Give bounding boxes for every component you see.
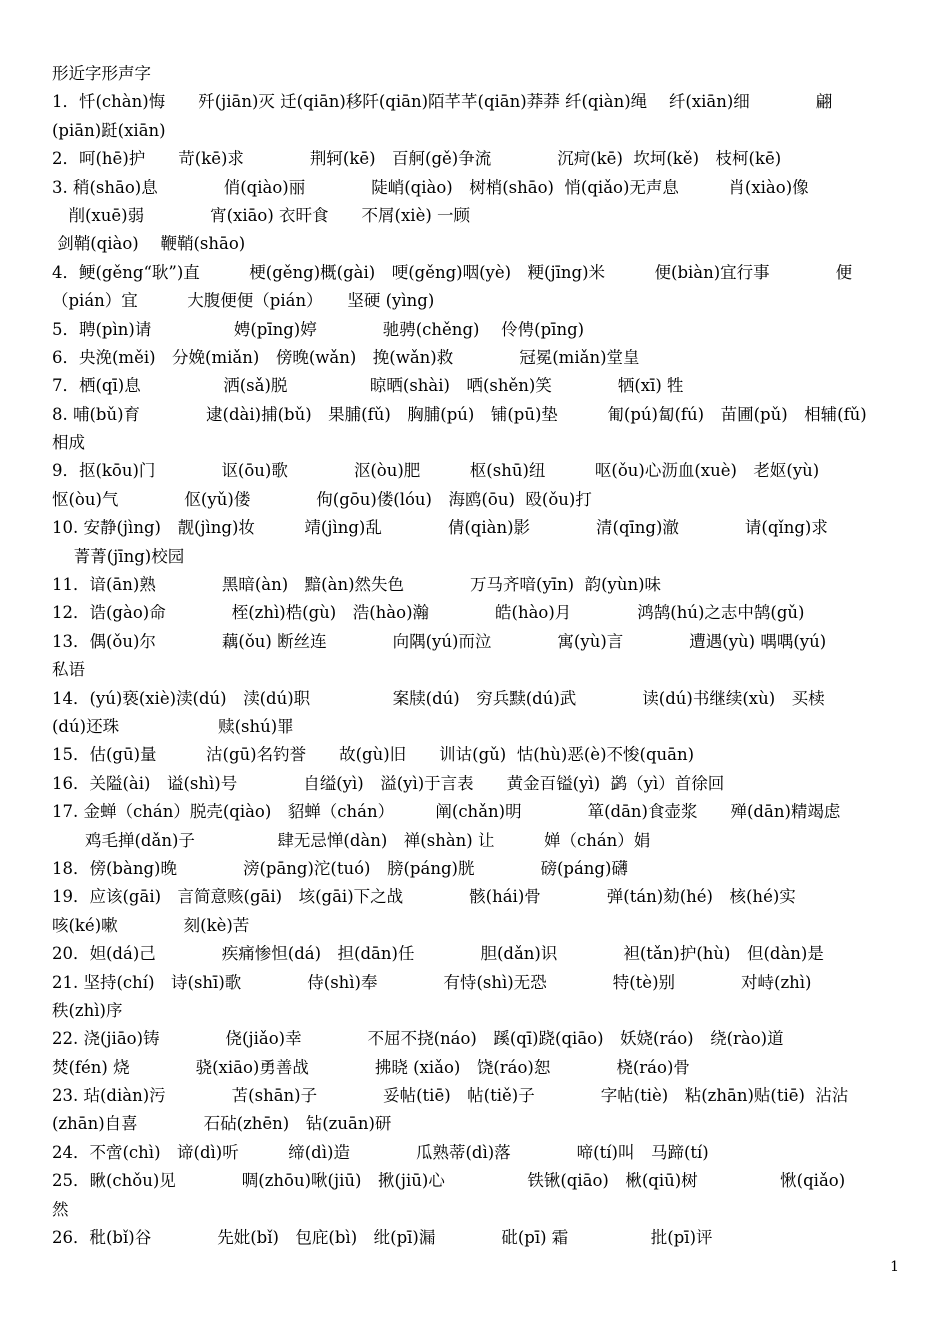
text-line: 23. 玷(diàn)污 苫(shān)子 妥帖(tiē) 帖(tiě)子 字帖(tiè) 粘(zhān)贴(tiē) 沾沾 xyxy=(52,1086,849,1106)
text-line: 5．聘(pìn)请 娉(pīng)婷 驰骋(chěng) 伶俜(pīng) xyxy=(52,319,585,339)
text-line: 咳(ké)嗽 刻(kè)苦 xyxy=(52,915,250,935)
text-line: 19．应该(gāi) 言简意赅(gāi) 垓(gāi)下之战 骸(hái)骨 弹(tán)劾(hé) 核(hé)实 xyxy=(52,887,796,907)
text-line: 24．不啻(chì) 谛(dì)听 缔(dì)造 瓜熟蒂(dì)落 啼(tí)叫 马蹄(tí) xyxy=(52,1142,709,1162)
text-line: 7．栖(qī)息 洒(sǎ)脱 晾晒(shài) 哂(shěn)笑 牺(xī) 牲 xyxy=(52,376,684,396)
text-line: (piān)跹(xiān) xyxy=(52,120,166,140)
text-line: 4．鲠(gěng“耿”)直 梗(gěng)概(gài) 哽(gěng)咽(yè) 粳(jīng)米 便(biàn)宜行事 便 xyxy=(52,262,853,282)
text-line: 相成 xyxy=(52,433,85,453)
text-line: 私语 xyxy=(52,660,85,680)
text-line: 焚(fén) 烧 骁(xiāo)勇善战 拂晓 (xiǎo) 饶(ráo)恕 桡(ráo)骨 xyxy=(52,1057,690,1077)
text-line: 鸡毛掸(dǎn)子 肆无忌惮(dàn) 禅(shàn) 让 婵（chán）娟 xyxy=(52,830,651,850)
document-title: 形近字形声字 xyxy=(52,64,151,83)
text-line: 怄(òu)气 伛(yǔ)偻 佝(gōu)偻(lóu) 海鸥(ōu) 殴(ǒu)打 xyxy=(52,489,592,509)
text-line: 13．偶(ǒu)尔 藕(ǒu) 断丝连 向隅(yú)而泣 寓(yù)言 遭遇(yù) 喁喁(yú) xyxy=(52,631,827,651)
page-number: 1 xyxy=(890,1259,899,1275)
text-line: 12．诰(gào)命 桎(zhì)梏(gù) 浩(hào)瀚 皓(hào)月 鸿鹄(hú)之志中鹄(gǔ) xyxy=(52,603,805,623)
document-body xyxy=(52,60,900,1252)
text-line: 秩(zhì)序 xyxy=(52,1000,123,1020)
text-line: 25．瞅(chǒu)见 啁(zhōu)啾(jiū) 揪(jiū)心 铁锹(qiāo) 楸(qiū)树 愀(qiǎo) xyxy=(52,1171,846,1191)
text-line: 3. 稍(shāo)息 俏(qiào)丽 陡峭(qiào) 树梢(shāo) 悄(qiǎo)无声息 肖(xiào)像 xyxy=(52,177,809,197)
text-line: 20．妲(dá)己 疾痛惨怛(dá) 担(dān)任 胆(dǎn)识 袒(tǎn)护(hù) 但(dàn)是 xyxy=(52,944,824,964)
text-line: （pián）宜 大腹便便（pián） 坚硬 (yìng) xyxy=(52,291,435,311)
text-line: 22. 浇(jiāo)铸 侥(jiǎo)幸 不屈不挠(náo) 蹊(qī)跷(qiāo) 妖娆(ráo) 绕(rào)道 xyxy=(52,1029,784,1049)
text-line: (zhān)自喜 石砧(zhēn) 钻(zuān)研 xyxy=(52,1114,392,1134)
text-line: 6．央浼(měi) 分娩(miǎn) 傍晚(wǎn) 挽(wǎn)救 冠冕(miǎn)堂皇 xyxy=(52,347,640,367)
text-line: 1．忏(chàn)悔 歼(jiān)灭 迁(qiān)移阡(qiān)陌芊芊(qiān)莽莽 纤(qiàn)绳 纤(xiān)细 翩 xyxy=(52,92,833,112)
text-line: 8. 哺(bǔ)育 逮(dài)捕(bǔ) 果脯(fǔ) 胸脯(pú) 铺(pū)垫 匍(pú)匐(fú) 苗圃(pǔ) 相辅(fǔ) xyxy=(52,404,867,424)
text-line: 10. 安静(jìng) 靓(jìng)妆 靖(jìng)乱 倩(qiàn)影 清(qīng)澈 请(qǐng)求 xyxy=(52,518,828,538)
text-line: 15．估(gū)量 沽(gū)名钓誉 故(gù)旧 训诂(gǔ) 怙(hù)恶(è)不悛(quān) xyxy=(52,745,695,765)
text-line: 16．关隘(ài) 谥(shì)号 自缢(yì) 溢(yì)于言表 黄金百镒(yì) 鹢（yì）首徐回 xyxy=(52,773,725,793)
text-line: 菁菁(jīng)校园 xyxy=(52,546,185,566)
text-line: 削(xuē)弱 宵(xiāo) 衣旰食 不屑(xiè) 一顾 xyxy=(52,205,471,225)
text-line: 26．秕(bǐ)谷 先妣(bǐ) 包庇(bì) 纰(pī)漏 砒(pī) 霜 批(pī)评 xyxy=(52,1228,713,1248)
text-line: 剑鞘(qiào) 鞭鞘(shāo) xyxy=(52,234,246,254)
text-line: (dú)还珠 赎(shú)罪 xyxy=(52,716,294,736)
text-line: 9．抠(kōu)门 讴(ōu)歌 沤(òu)肥 枢(shū)纽 呕(ǒu)心沥血(xuè) 老妪(yù) xyxy=(52,461,820,481)
text-line: 21. 坚持(chí) 诗(shī)歌 侍(shì)奉 有恃(shì)无恐 特(tè)别 对峙(zhì) xyxy=(52,972,812,992)
text-line: 18．傍(bàng)晚 滂(pāng)沱(tuó) 膀(páng)胱 磅(páng)礴 xyxy=(52,858,628,878)
text-line: 然 xyxy=(52,1199,69,1219)
text-line: 2．呵(hē)护 苛(kē)求 荆轲(kē) 百舸(gě)争流 沉疴(kē) 坎坷(kě) 枝柯(kē) xyxy=(52,149,782,169)
text-line: 11．谙(ān)熟 黑暗(àn) 黯(àn)然失色 万马齐喑(yīn) 韵(yùn)味 xyxy=(52,575,662,595)
text-line: 17. 金蝉（chán）脱壳(qiào) 貂蝉（chán） 阐(chǎn)明 箪(dān)食壶浆 殚(dān)精竭虑 xyxy=(52,802,841,822)
text-line: 14．(yú)亵(xiè)渎(dú) 渎(dú)职 案牍(dú) 穷兵黩(dú)武 读(dú)书继续(xù) 买椟 xyxy=(52,688,825,708)
